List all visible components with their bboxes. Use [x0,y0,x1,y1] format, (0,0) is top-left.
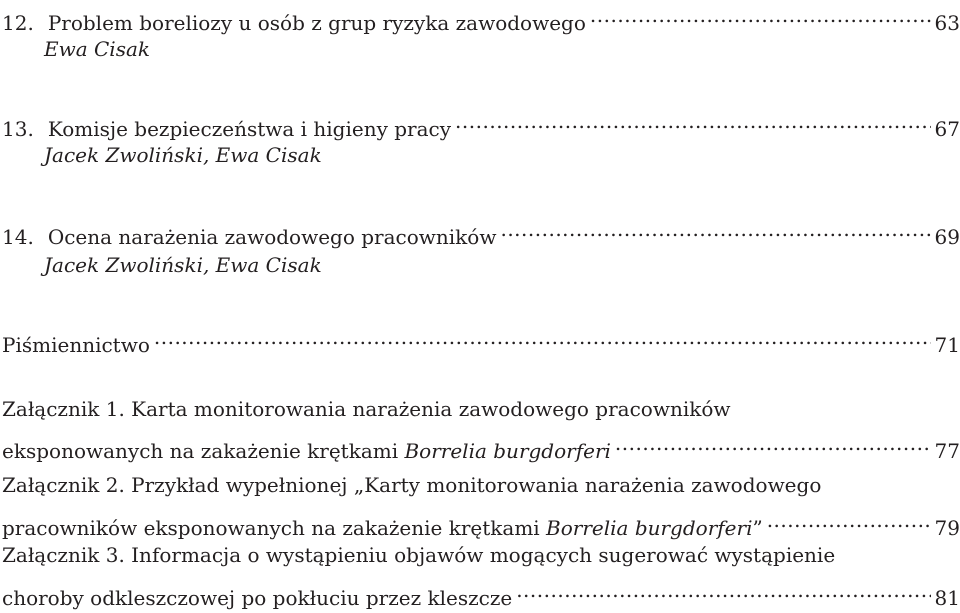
toc-entry-12-page: 63 [934,11,960,35]
toc-appendix-1-line-2-text: eksponowanych na zakażenie krętkami [2,439,405,463]
dot-leader [500,214,930,244]
dot-leader [455,106,931,136]
toc-entry-14-number: 14. [2,225,34,249]
dot-leader [154,322,931,352]
toc-entry-13-page: 67 [934,117,960,141]
toc-bibliography-title: Piśmiennictwo [2,333,150,357]
toc-appendix-1-italic: Borrelia burgdorferi [404,439,611,463]
toc-bibliography-page: 71 [934,333,960,357]
toc-appendix-2-line-2 [2,505,960,540]
toc-entry-14-title: Ocena narażenia zawodowego pracowników [47,225,497,249]
toc-entry-13-number: 13. [2,117,34,141]
toc-entry-13 [2,106,960,141]
toc-appendix-3-line-1: Załącznik 3. Informacja o wystąpieniu objawów mogących sugerować wystąpienie [2,543,836,567]
toc-entry-14 [2,214,960,249]
toc-entry-13-title: Komisje bezpieczeństwa i higieny pracy [47,117,452,141]
toc-appendix-2-page: 79 [934,516,960,540]
dot-leader [516,575,930,605]
toc-appendix-1-line-1: Załącznik 1. Karta monitorowania narażenia zawodowego pracowników [2,397,731,421]
toc-entry-bibliography [2,322,960,357]
toc-appendix-3-line-2 [2,575,960,610]
toc-appendix-2-line-1: Załącznik 2. Przykład wypełnionej „Karty monitorowania narażenia zawodowego [2,473,822,497]
toc-appendix-2-italic: Borrelia burgdorferi [546,516,753,540]
dot-leader [590,0,931,30]
toc-appendix-3-line-2-text: choroby odkleszczowej po pokłuciu przez kleszcze [2,586,513,610]
toc-entry-12-title: Problem boreliozy u osób z grup ryzyka zawodowego [47,11,586,35]
toc-entry-12-number: 12. [2,11,34,35]
toc-appendix-1-line-2 [2,428,960,463]
toc-entry-12-authors: Ewa Cisak [44,37,151,61]
toc-appendix-1-page: 77 [934,439,960,463]
dot-leader [767,505,931,535]
toc-appendix-2-line-2-text: pracowników eksponowanych na zakażenie krętkami [2,516,547,540]
dot-leader [615,428,931,458]
toc-appendix-3-page: 81 [934,586,960,610]
toc-entry-13-authors: Jacek Zwoliński, Ewa Cisak [44,143,322,167]
toc-appendix-2-line-2-suffix: ” [752,516,763,540]
toc-entry-14-page: 69 [934,225,960,249]
toc-entry-12 [2,0,960,35]
toc-entry-14-authors: Jacek Zwoliński, Ewa Cisak [44,253,322,277]
